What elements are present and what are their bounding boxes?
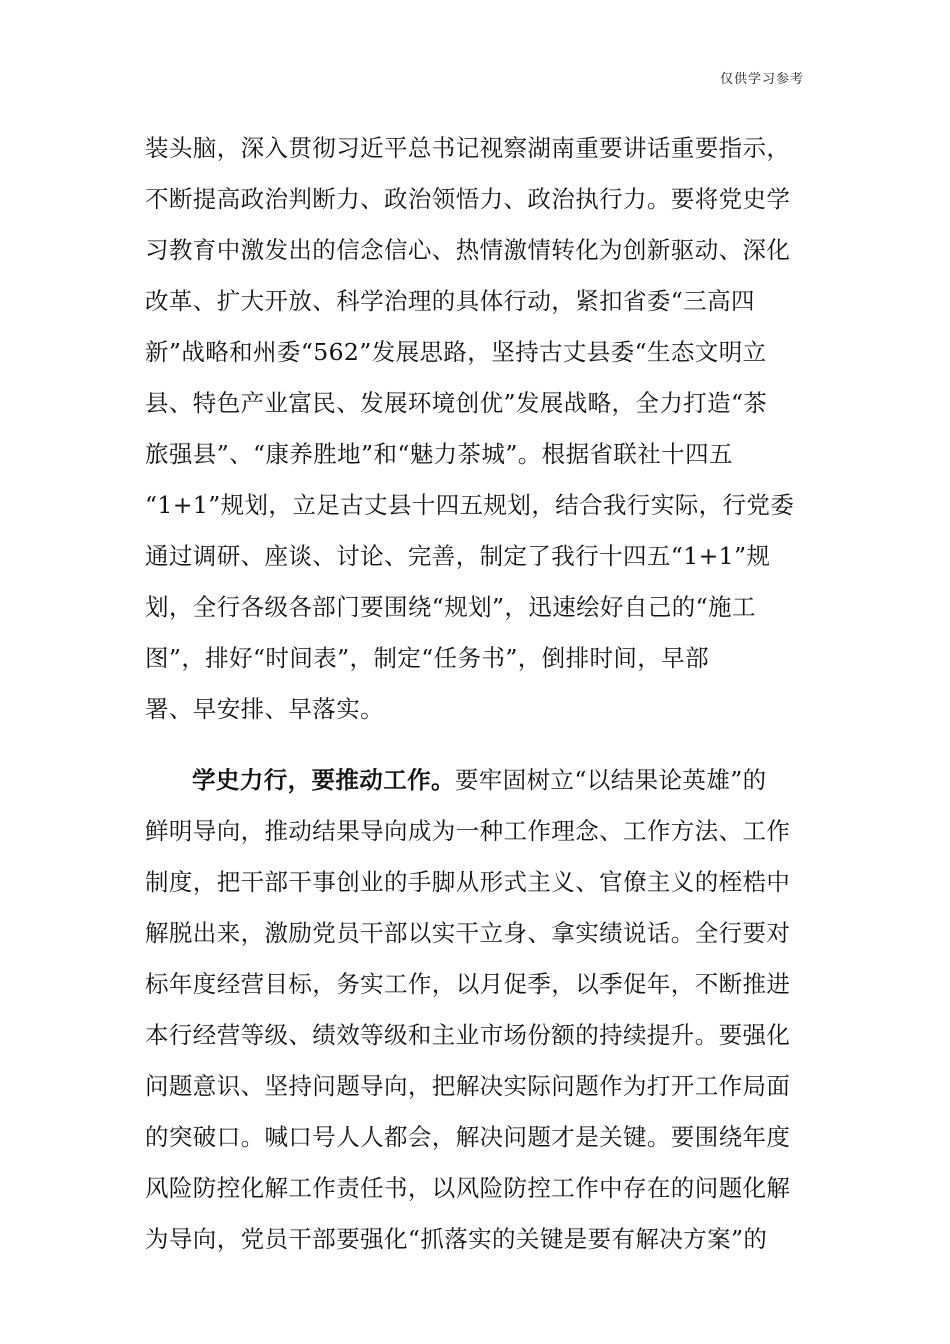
paragraph-line: 不断提高政治判断力、政治领悟力、政治执行力。要将党史学 [145, 185, 791, 213]
paragraph-line: 新”战略和州委“562”发展思路，坚持古丈县委“生态文明立 [145, 338, 767, 366]
header-note: 仅供学习参考 [719, 72, 804, 87]
paragraph-line: 风险防控化解工作责任书，以风险防控工作中存在的问题化解 [145, 1174, 791, 1202]
paragraph-line: 鲜明导向，推动结果导向成为一种工作理念、工作方法、工作 [145, 817, 791, 845]
paragraph-line: 为导向，党员干部要强化“抓落实的关键是要有解决方案”的 [145, 1225, 768, 1253]
document-body [145, 132, 805, 1274]
paragraph-line: 改革、扩大开放、科学治理的具体行动，紧扣省委“三高四 [145, 287, 755, 315]
paragraph-2 [145, 764, 805, 1274]
paragraph-line: 标年度经营目标，务实工作，以月促季，以季促年，不断推进 [145, 970, 791, 998]
paragraph-line: 通过调研、座谈、讨论、完善，制定了我行十四五“1+1”规 [145, 542, 771, 570]
paragraph-line: 图”，排好“时间表”，制定“任务书”，倒排时间，早部 [145, 644, 709, 672]
paragraph-line: 制度，把干部干事创业的手脚从形式主义、官僚主义的桎梏中 [145, 868, 791, 896]
paragraph-lead-heading: 学史力行，要推动工作。 [192, 766, 455, 794]
paragraph-line: 旅强县”、“康养胜地”和“魅力茶城”。根据省联社十四五 [145, 440, 733, 468]
paragraph-line: 县、特色产业富民、发展环境创优”发展战略，全力打造“茶 [145, 389, 768, 417]
paragraph-line: 解脱出来，激励党员干部以实干立身、拿实绩说话。全行要对 [145, 919, 791, 947]
paragraph-line: 装头脑，深入贯彻习近平总书记视察湖南重要讲话重要指示， [145, 134, 791, 162]
paragraph-gap [145, 744, 805, 764]
paragraph-line: 署、早安排、早落实。 [145, 695, 384, 723]
paragraph-first-line [145, 764, 805, 815]
paragraph-line: 习教育中激发出的信念信心、热情激情转化为创新驱动、深化 [145, 236, 791, 264]
paragraph-1 [145, 132, 805, 744]
paragraph-first-line-text: 要牢固树立“以结果论英雄”的 [454, 766, 767, 794]
paragraph-line: 的突破口。喊口号人人都会，解决问题才是关键。要围绕年度 [145, 1123, 791, 1151]
paragraph-line: “1+1”规划，立足古丈县十四五规划，结合我行实际，行党委 [145, 491, 795, 519]
paragraph-line: 划，全行各级各部门要围绕“规划”，迅速绘好自己的“施工 [145, 593, 756, 621]
paragraph-line: 本行经营等级、绩效等级和主业市场份额的持续提升。要强化 [145, 1021, 791, 1049]
paragraph-line: 问题意识、坚持问题导向，把解决实际问题作为打开工作局面 [145, 1072, 791, 1100]
